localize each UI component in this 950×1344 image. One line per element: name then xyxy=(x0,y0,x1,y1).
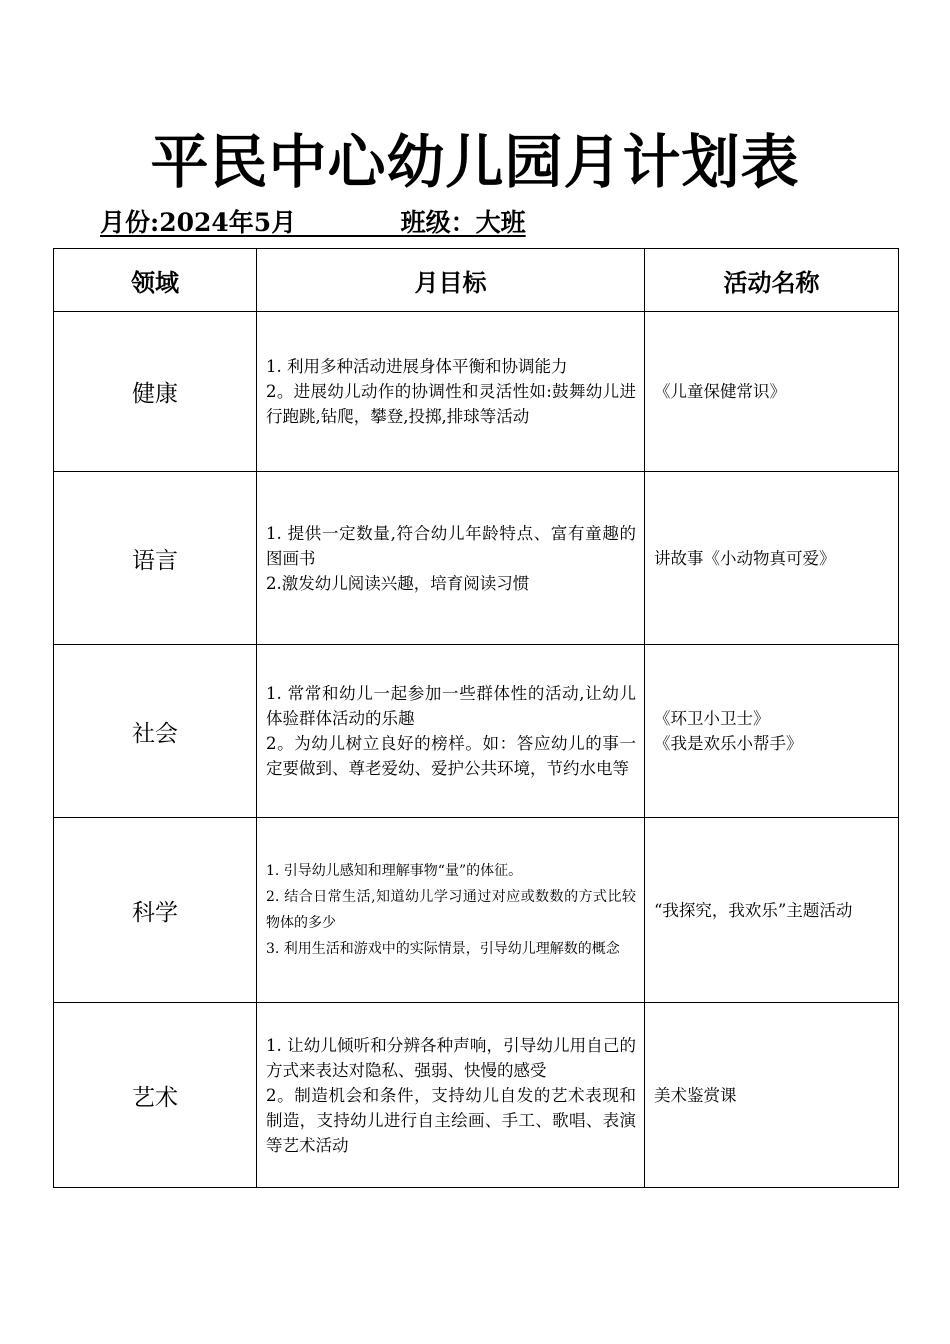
domain-cell: 语言 xyxy=(54,472,257,645)
domain-cell: 艺术 xyxy=(54,1003,257,1188)
domain-cell: 健康 xyxy=(54,312,257,472)
goal-line: 1. 常常和幼儿一起参加一些群体性的活动,让幼儿体验群体活动的乐趣 xyxy=(266,684,636,728)
table-row xyxy=(54,472,899,645)
goal-cell xyxy=(257,1003,645,1188)
header-domain: 领域 xyxy=(54,249,257,312)
activity-cell xyxy=(645,818,899,1003)
activity-line: 美术鉴赏课 xyxy=(654,1085,737,1105)
goal-line: 2.激发幼儿阅读兴趣，培育阅读习惯 xyxy=(266,573,530,593)
plan-table xyxy=(53,248,899,1188)
page-title: 平民中心幼儿园月计划表 xyxy=(150,128,800,196)
month-class-line: 月份:2024年5月 班级：大班 xyxy=(100,208,526,237)
goal-line: 1. 让幼儿倾听和分辨各种声响，引导幼儿用自己的方式来表达对隐私、强弱、快慢的感受 xyxy=(266,1035,636,1080)
activity-cell xyxy=(645,1003,899,1188)
activity-line: 讲故事《小动物真可爱》 xyxy=(654,548,836,568)
table-header-row xyxy=(54,249,899,312)
activity-cell xyxy=(645,645,899,818)
domain-cell: 社会 xyxy=(54,645,257,818)
goal-line: 1. 提供一定数量,符合幼儿年龄特点、富有童趣的图画书 xyxy=(266,523,636,568)
goal-line: 3. 利用生活和游戏中的实际情景，引导幼儿理解数的概念 xyxy=(266,941,620,957)
goal-line: 2. 结合日常生活,知道幼儿学习通过对应或数数的方式比较物体的多少 xyxy=(266,889,636,931)
header-goal: 月目标 xyxy=(257,249,645,312)
goal-cell xyxy=(257,818,645,1003)
goal-line: 1. 利用多种活动进展身体平衡和协调能力 xyxy=(266,357,568,376)
goal-line: 1. 引导幼儿感知和理解事物“量”的体征。 xyxy=(266,863,523,879)
goal-line: 2。进展幼儿动作的协调性和灵活性如:鼓舞幼儿进行跑跳,钻爬，攀登,投掷,排球等活动 xyxy=(266,382,636,426)
table-row xyxy=(54,645,899,818)
activity-line: 《环卫小卫士》 xyxy=(654,709,770,728)
goal-line: 2。制造机会和条件，支持幼儿自发的艺术表现和制造，支持幼儿进行自主绘画、手工、歌唱、表演等艺术活动 xyxy=(266,1085,636,1155)
goal-line: 2。为幼儿树立良好的榜样。如：答应幼儿的事一定要做到、尊老爱幼、爱护公共环境，节约水电等 xyxy=(266,734,636,778)
goal-cell xyxy=(257,472,645,645)
activity-line: “我探究，我欢乐”主题活动 xyxy=(654,900,853,920)
activity-line: 《我是欢乐小帮手》 xyxy=(654,734,803,753)
domain-cell: 科学 xyxy=(54,818,257,1003)
activity-line: 《儿童保健常识》 xyxy=(654,382,786,401)
goal-cell xyxy=(257,312,645,472)
header-activity: 活动名称 xyxy=(645,249,899,312)
goal-cell xyxy=(257,645,645,818)
activity-cell xyxy=(645,472,899,645)
activity-cell xyxy=(645,312,899,472)
table-row xyxy=(54,818,899,1003)
table-row xyxy=(54,312,899,472)
table-row xyxy=(54,1003,899,1188)
